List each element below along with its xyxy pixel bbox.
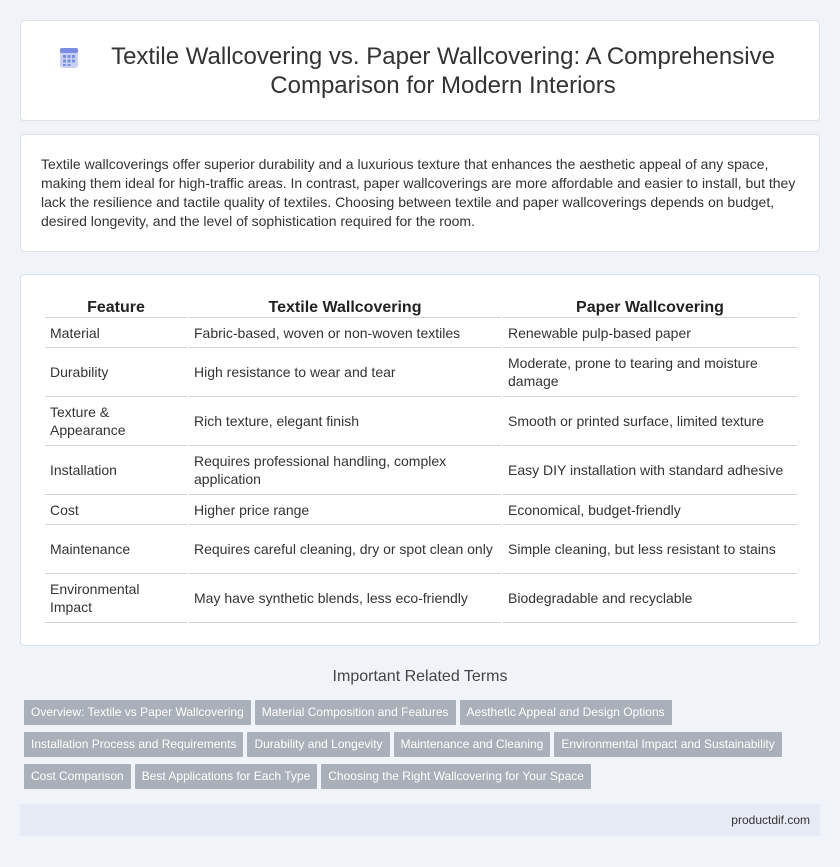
row-feature: Durability (45, 348, 187, 397)
row-paper: Biodegradable and recyclable (503, 574, 797, 623)
header-textile: Textile Wallcovering (189, 293, 501, 318)
table-header-row (45, 293, 797, 318)
row-textile: May have synthetic blends, less eco-friendly (189, 574, 501, 623)
related-tag[interactable]: Durability and Longevity (247, 732, 389, 757)
table-row (45, 348, 797, 397)
row-paper: Renewable pulp-based paper (503, 318, 797, 348)
related-tag[interactable]: Aesthetic Appeal and Design Options (460, 700, 672, 725)
row-feature: Environmental Impact (45, 574, 187, 623)
row-feature: Cost (45, 495, 187, 525)
comparison-table (43, 293, 799, 623)
table-row (45, 574, 797, 623)
related-terms-title: Important Related Terms (332, 668, 508, 685)
row-paper: Smooth or printed surface, limited texture (503, 397, 797, 446)
row-textile: Requires careful cleaning, dry or spot clean only (189, 525, 501, 574)
row-textile: Fabric-based, woven or non-woven textiles (189, 318, 501, 348)
table-row (45, 397, 797, 446)
title-wrap (50, 42, 790, 100)
row-feature: Texture & Appearance (45, 397, 187, 446)
related-tag[interactable]: Choosing the Right Wallcovering for Your Space (321, 764, 591, 789)
row-paper: Moderate, prone to tearing and moisture damage (503, 348, 797, 397)
row-paper: Simple cleaning, but less resistant to stains (503, 525, 797, 574)
row-feature: Maintenance (45, 525, 187, 574)
related-tag[interactable]: Environmental Impact and Sustainability (554, 732, 781, 757)
row-paper: Economical, budget-friendly (503, 495, 797, 525)
document-grid-icon (57, 46, 81, 70)
related-tag[interactable]: Cost Comparison (24, 764, 131, 789)
table-row (45, 446, 797, 495)
row-textile: Higher price range (189, 495, 501, 525)
row-textile: Requires professional handling, complex application (189, 446, 501, 495)
page-title: Textile Wallcovering vs. Paper Wallcovering: A Comprehensive Comparison for Modern Interiors (111, 42, 775, 99)
footer (20, 804, 820, 836)
intro-card (20, 134, 820, 252)
title-card (20, 20, 820, 121)
related-tag[interactable]: Maintenance and Cleaning (394, 732, 551, 757)
row-textile: High resistance to wear and tear (189, 348, 501, 397)
intro-text: Textile wallcoverings offer superior durability and a luxurious texture that enhances the aesthetic appeal of any space, making them ideal for high-traffic areas. In contrast, paper wallcoverings are more affordable and easier to install, but they lack the resilience and tactile quality of textiles. Choosing between textile and paper wallcoverings depends on budget, desired longevity, and the level of sophistication required for the room. (41, 156, 796, 229)
header-feature: Feature (45, 293, 187, 318)
comparison-table-card (20, 274, 820, 646)
table-row (45, 525, 797, 574)
footer-site-link[interactable]: productdif.com (731, 813, 810, 827)
related-tag[interactable]: Installation Process and Requirements (24, 732, 243, 757)
header-paper: Paper Wallcovering (503, 293, 797, 318)
related-tag[interactable]: Overview: Textile vs Paper Wallcovering (24, 700, 251, 725)
related-tag[interactable]: Best Applications for Each Type (135, 764, 318, 789)
row-feature: Installation (45, 446, 187, 495)
related-terms-tags (24, 700, 824, 796)
table-row (45, 495, 797, 525)
related-tag[interactable]: Material Composition and Features (255, 700, 456, 725)
row-paper: Easy DIY installation with standard adhesive (503, 446, 797, 495)
table-row (45, 318, 797, 348)
row-textile: Rich texture, elegant finish (189, 397, 501, 446)
row-feature: Material (45, 318, 187, 348)
